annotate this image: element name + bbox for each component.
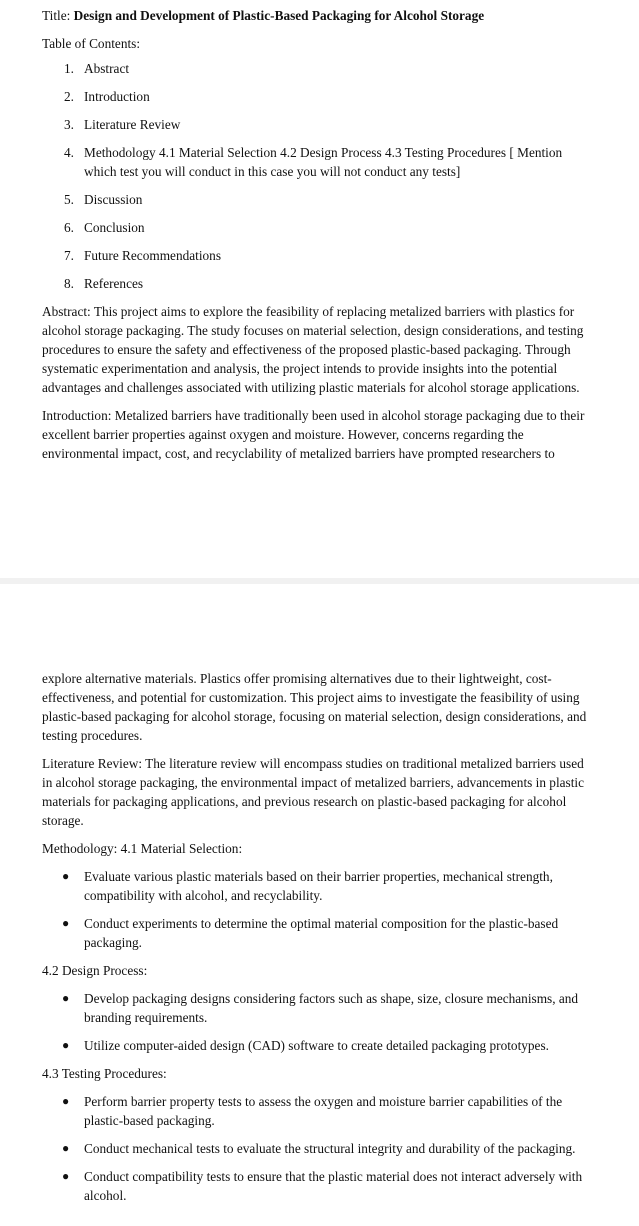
toc-item: 2. Introduction — [64, 89, 150, 104]
bullet-icon: ● — [62, 916, 70, 930]
abstract-paragraph: Abstract: This project aims to explore the feasibility of replacing metalized barriers with plastics for alcohol storage packaging. The study focuses on material selection, design considerations, and testing procedures to ensure the safety and effectiveness of the proposed plastic-based packaging. Through systematic experimentation and analysis, the project intends to provide insights into the potential advantages and challenges associated with utilizing plastic materials for alcohol storage applications. — [42, 304, 584, 395]
bullet-icon: ● — [62, 1169, 70, 1183]
toc-heading: Table of Contents: — [42, 36, 141, 51]
list-item: ● Develop packaging designs considering factors such as shape, size, closure mechanisms, and branding requirements. — [42, 989, 597, 1027]
toc-item: 6. Conclusion — [64, 220, 145, 235]
toc-item: 8. References — [64, 276, 144, 291]
toc-item: 3. Literature Review — [64, 117, 181, 132]
introduction-continued-paragraph: explore alternative materials. Plastics offer promising alternatives due to their lightweight, cost-effectiveness, and potential for customization. This project aims to investigate the feasibility of using plastic-based packaging for alcohol storage, focusing on material selection, design considerations, and testing procedures. — [42, 671, 587, 743]
testing-procedures-heading: 4.3 Testing Procedures: — [42, 1066, 167, 1081]
document-page-2 — [0, 584, 639, 1226]
toc-item: 1. Abstract — [64, 61, 130, 76]
list-item: ● Conduct experiments to determine the optimal material composition for the plastic-based packaging. — [42, 914, 597, 952]
table-of-contents — [42, 59, 597, 293]
document-page-1 — [0, 0, 639, 578]
methodology-heading: Methodology: 4.1 Material Selection: — [42, 841, 243, 856]
title-label: Title: — [42, 8, 71, 23]
material-selection-list — [42, 867, 597, 952]
design-process-heading: 4.2 Design Process: — [42, 963, 148, 978]
bullet-icon: ● — [62, 1094, 70, 1108]
list-item: ● Evaluate various plastic materials based on their barrier properties, mechanical strength, compatibility with alcohol, and recyclability. — [42, 867, 597, 905]
toc-item: 7. Future Recommendations — [64, 248, 222, 263]
title-text: Design and Development of Plastic-Based Packaging for Alcohol Storage — [73, 8, 485, 23]
list-item: ● Perform barrier property tests to assess the oxygen and moisture barrier capabilities of the plastic-based packaging. — [42, 1092, 597, 1130]
bullet-icon: ● — [62, 991, 70, 1005]
document-title — [42, 6, 597, 25]
toc-item: 4. Methodology 4.1 Material Selection 4.2 Design Process 4.3 Testing Procedures [ Mention which test you will conduct in this case you will not conduct any tests] — [64, 145, 563, 179]
design-process-list — [42, 989, 597, 1055]
literature-review-paragraph: Literature Review: The literature review will encompass studies on traditional metalized barriers used in alcohol storage packaging, the environmental impact of metalized barriers, advancements in plastic materials for packaging applications, and previous research on plastic-based packaging for alcohol storage. — [42, 756, 585, 828]
list-item: ● Conduct mechanical tests to evaluate the structural integrity and durability of the packaging. — [42, 1139, 597, 1158]
bullet-icon: ● — [62, 1141, 70, 1155]
bullet-icon: ● — [62, 869, 70, 883]
bullet-icon: ● — [62, 1038, 70, 1052]
introduction-paragraph: Introduction: Metalized barriers have traditionally been used in alcohol storage packaging due to their excellent barrier properties against oxygen and moisture. However, concerns regarding the environmental impact, cost, and recyclability of metalized barriers have prompted researchers to — [42, 408, 585, 461]
list-item: ● Utilize computer-aided design (CAD) software to create detailed packaging prototypes. — [42, 1036, 597, 1055]
testing-procedures-list — [42, 1092, 597, 1205]
list-item: ● Conduct compatibility tests to ensure that the plastic material does not interact adversely with alcohol. — [42, 1167, 597, 1205]
toc-item: 5. Discussion — [64, 192, 143, 207]
